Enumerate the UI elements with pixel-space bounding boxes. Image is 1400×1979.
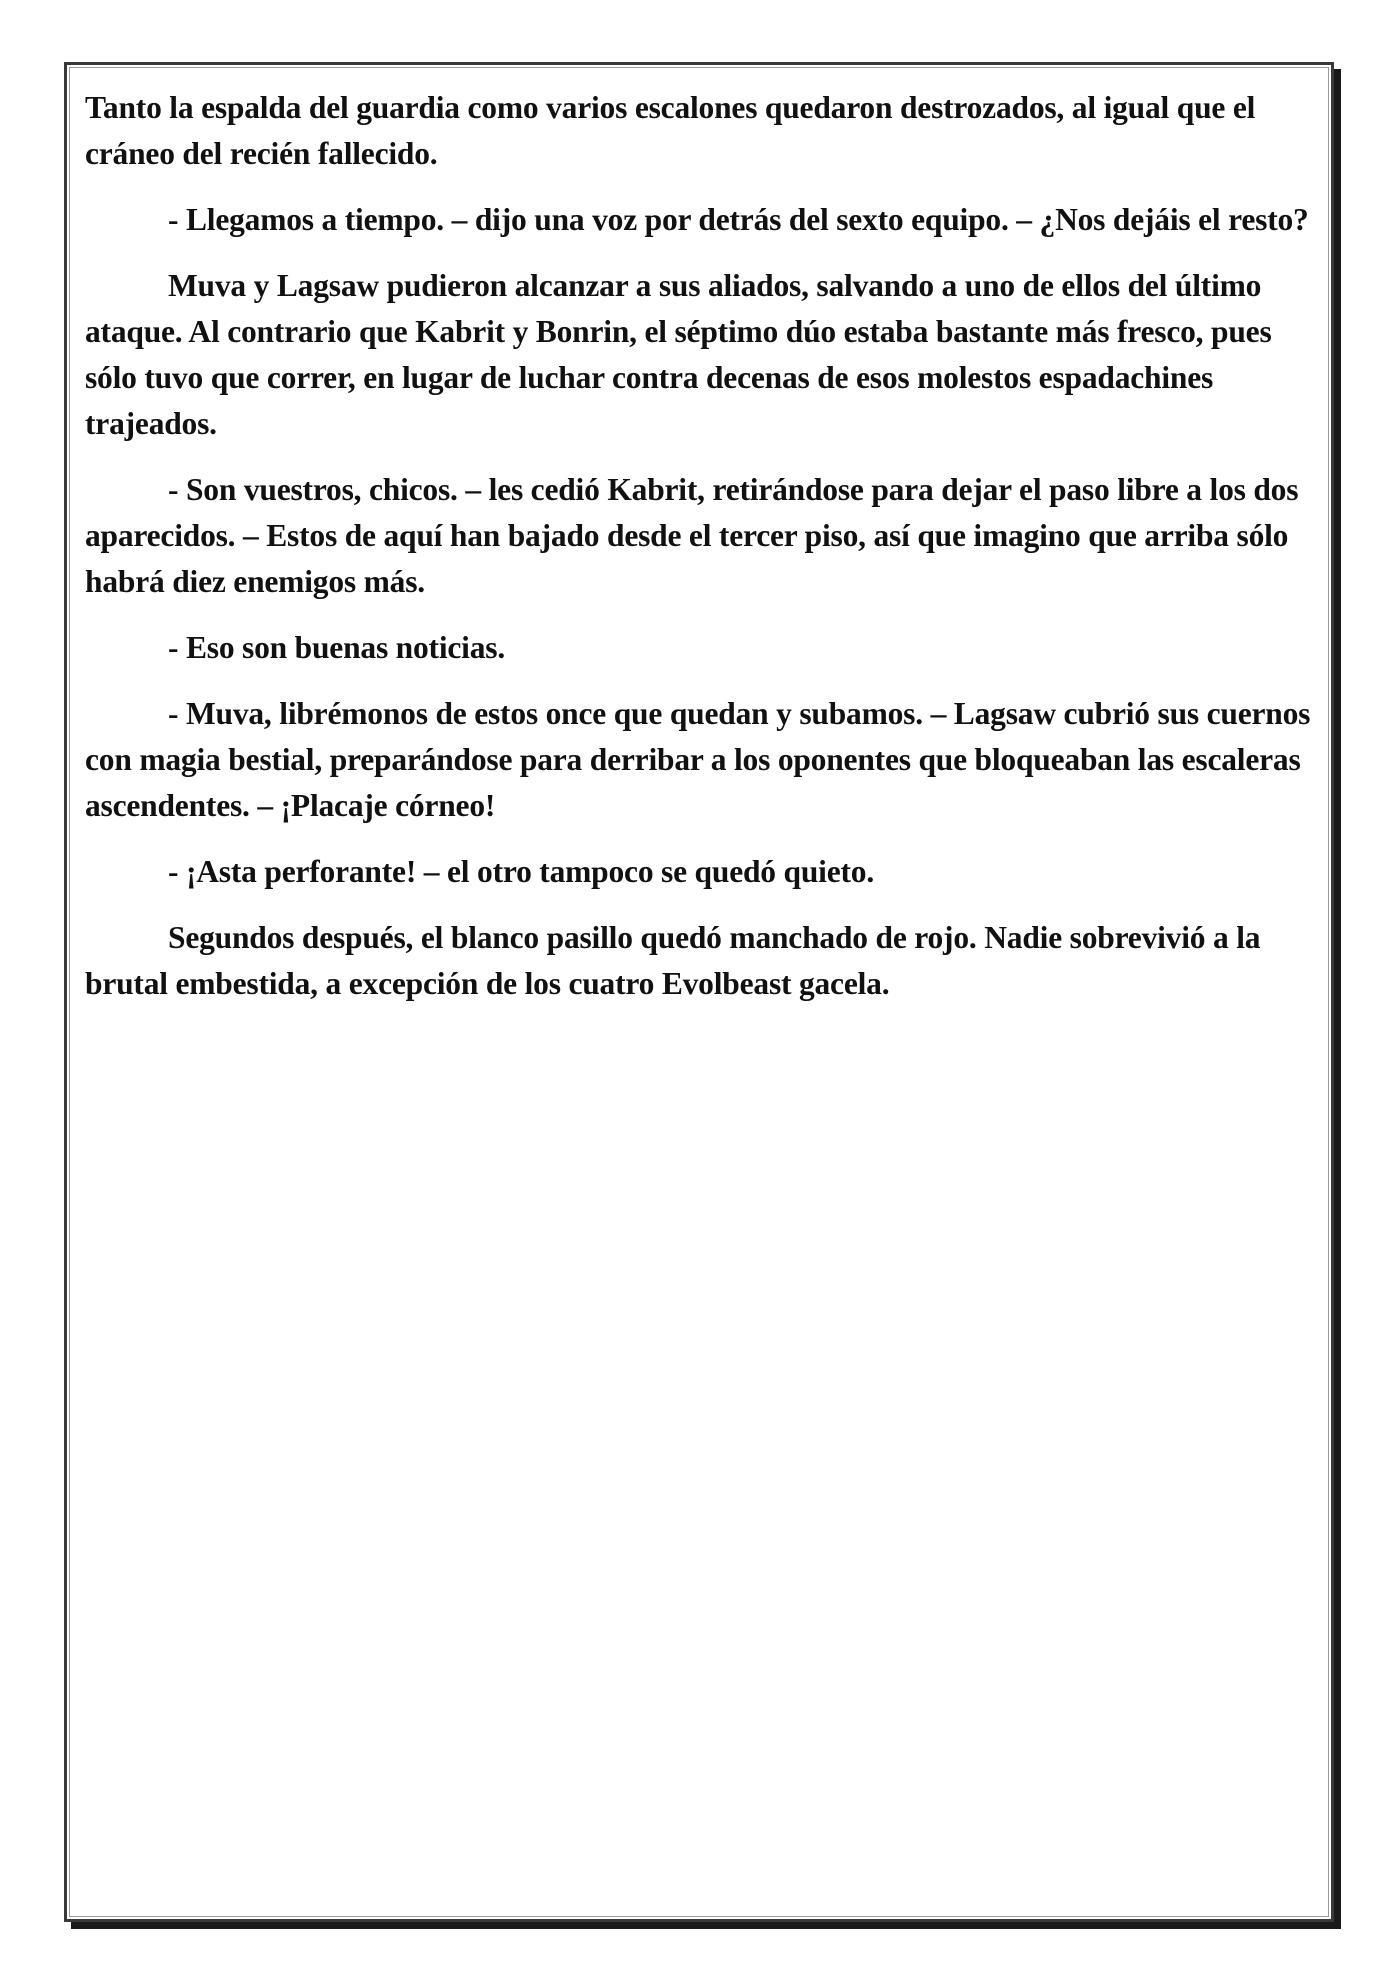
paragraph-8: Segundos después, el blanco pasillo quedó manchado de rojo. Nadie sobrevivió a la brutal embestida, a excepción de los cuatro Evolbeast gacela. (85, 920, 1261, 1001)
paragraph-4: - Son vuestros, chicos. – les cedió Kabrit, retirándose para dejar el paso libre a los dos aparecidos. – Estos de aquí han bajado desde el tercer piso, así que imagino que arriba sólo habrá diez enemigos más. (85, 472, 1299, 599)
paragraph-6: - Muva, librémonos de estos once que quedan y subamos. – Lagsaw cubrió sus cuernos con magia bestial, preparándose para derribar a los oponentes que bloqueaban las escaleras ascendentes. – ¡Placaje córneo! (85, 696, 1311, 823)
paragraph-7: - ¡Asta perforante! – el otro tampoco se quedó quieto. (168, 854, 875, 889)
page-frame (64, 62, 1334, 1922)
paragraph-1: Tanto la espalda del guardia como varios escalones quedaron destrozados, al igual que el cráneo del recién fallecido. (85, 90, 1256, 171)
paragraph-3: Muva y Lagsaw pudieron alcanzar a sus aliados, salvando a uno de ellos del último ataque. Al contrario que Kabrit y Bonrin, el séptimo dúo estaba bastante más fresco, pues sólo tuvo que correr, en lugar de luchar contra decenas de esos molestos espadachines trajeados. (85, 268, 1272, 441)
paragraph-5: - Eso son buenas noticias. (168, 630, 506, 665)
paragraph-2: - Llegamos a tiempo. – dijo una voz por detrás del sexto equipo. – ¿Nos dejáis el resto? (168, 202, 1309, 237)
document-body (85, 85, 1315, 1027)
